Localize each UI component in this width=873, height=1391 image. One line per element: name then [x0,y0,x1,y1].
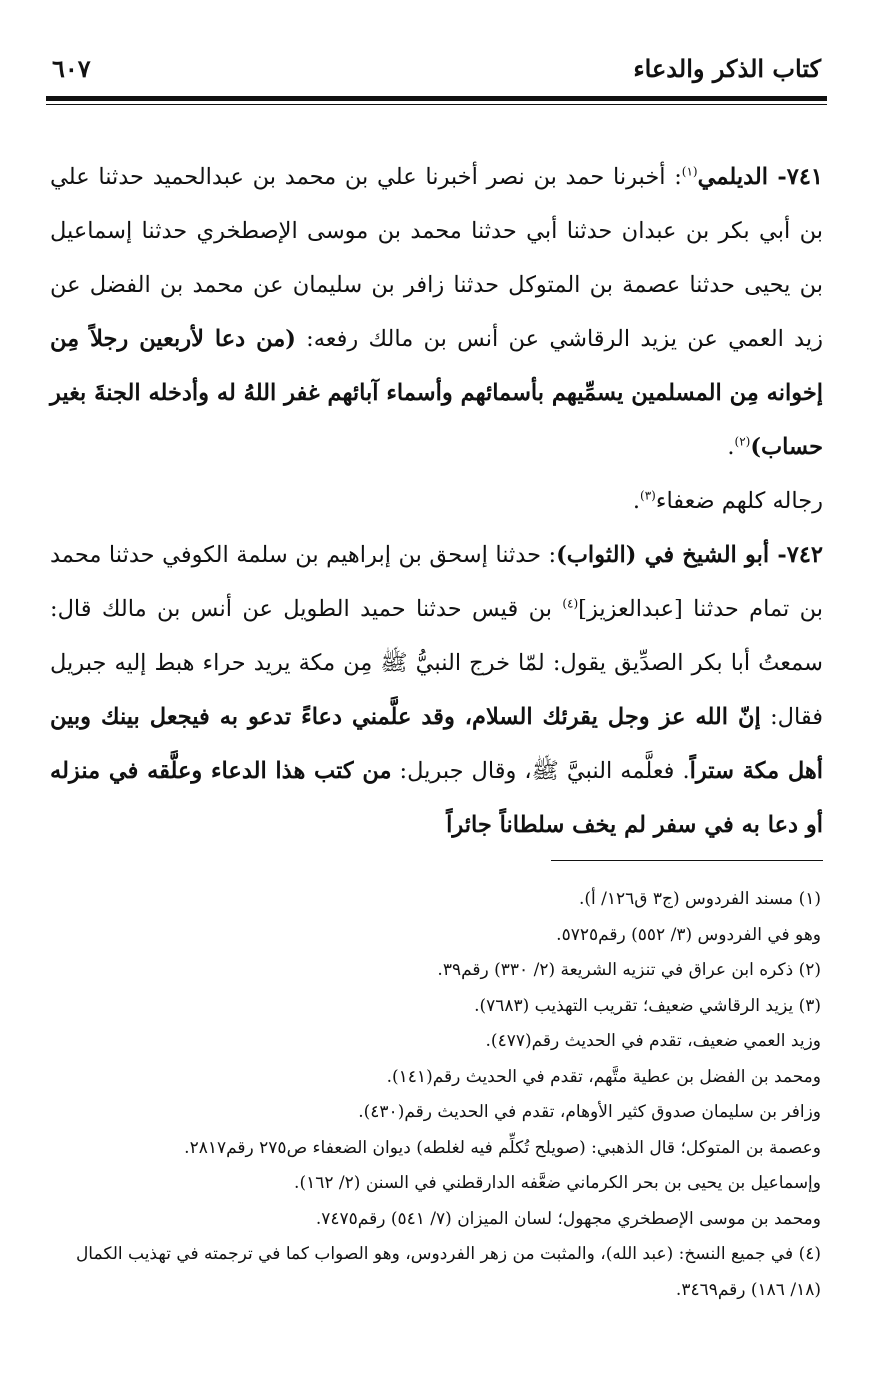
hadith-text: . فعلَّمه النبيَّ ﷺ، وقال جبريل: [391,758,690,784]
hadith-chain-cont: بن قيس حدثنا حميد الطويل عن أنس بن مالك قال: سمعتُ أبا بكر الصدِّيق يقول: لمّا خرج النبيُّ ﷺ مِن مكة يريد حراء هبط إليه جبريل فقال: [50,596,823,730]
header-rule-thick [46,96,827,101]
footnotes [52,882,821,1308]
footnote-ref: (٣) [640,488,656,503]
footnote-line: ومحمد بن الفضل بن عطية متَّهم، تقدم في الحديث رقم(١٤١). [386,1066,821,1087]
footnote-line: وزيد العمي ضعيف، تقدم في الحديث رقم(٤٧٧). [485,1031,821,1051]
footnote-line: وزافر بن سليمان صدوق كثير الأوهام، تقدم في الحديث رقم(٤٣٠). [358,1102,821,1122]
footnote-line: ومحمد بن موسى الإصطخري مجهول؛ لسان الميزان (٧/ ٥٤١) رقم٧٤٧٥. [315,1208,821,1229]
hadith-chain: : أخبرنا حمد بن نصر أخبرنا علي بن محمد بن عبدالحميد حدثنا علي بن أبي بكر بن عبدان حدثنا أبي حدثنا محمد بن موسى الإصطخري حدثنا إسماعيل بن يحيى حدثنا عصمة بن المتوكل حدثنا زافر بن سليمان عن محمد بن الفضل عن زيد العمي عن يزيد الرقاشي عن أنس بن مالك رفعه: [50,164,823,352]
hadith-741 [50,150,823,474]
hadith-matn: (من دعا لأربعين رجلاً مِن إخوانه مِن المسلمين يسمِّيهم بأسمائهم وأسماء آبائهم غفر اللهُ له وأدخله الجنةَ بغير حساب) [50,326,823,460]
footnote-line: (٢) ذكره ابن عراق في تنزيه الشريعة (٢/ ٣٣٠) رقم٣٩. [437,960,821,980]
punctuation: . [632,488,641,514]
footnote-ref: (٤) [562,596,579,611]
punctuation: . [727,434,735,460]
running-header [52,48,821,88]
footnote-line: وإسماعيل بن يحيى بن بحر الكرماني ضعَّفه الدارقطني في السنن (٢/ ١٦٢). [294,1173,821,1193]
hadith-source: الديلمي [697,164,768,190]
hadith-number: ٧٤٢- [769,542,823,568]
chapter-title: كتاب الذكر والدعاء [633,54,821,83]
footnote-line: (١٨/ ١٨٦) رقم٣٤٦٩. [675,1279,821,1300]
page-number: ٦٠٧ [52,54,91,83]
hadith-matn: إنّ الله عز وجل يقرئك السلام، وقد علَّمني دعاءً تدعو به فيجعل بينك وبين أهل مكة ستراً [50,704,824,784]
hadith-742 [50,528,823,852]
main-text [50,150,823,852]
footnote-ref: (٢) [734,434,751,449]
footnote-separator [551,860,823,861]
hadith-chain: : حدثنا إسحق بن إبراهيم بن سلمة الكوفي حدثنا محمد بن تمام حدثنا [عبدالعزيز] [50,542,823,622]
footnote-line: وهو في الفردوس (٣/ ٥٥٢) رقم٥٧٢٥. [556,924,821,945]
hadith-number: ٧٤١- [768,164,824,190]
grading-text: رجاله كلهم ضعفاء [655,488,823,514]
footnote-line: وعصمة بن المتوكل؛ قال الذهبي: (صويلح تُكلِّم فيه لغلطه) ديوان الضعفاء ص٢٧٥ رقم٢٨١٧. [184,1137,821,1158]
hadith-matn: من كتب هذا الدعاء وعلَّقه في منزله أو دعا به في سفر لم يخف سلطاناً جائراً [50,758,823,838]
header-rule-thin [46,104,827,105]
footnote-line: (٣) يزيد الرقاشي ضعيف؛ تقريب التهذيب (٧٦٨٣). [474,995,821,1016]
grading-note [50,474,823,528]
hadith-source: أبو الشيخ في (الثواب) [556,542,770,568]
footnote-line: (١) مسند الفردوس (ج٣ ق١٢٦/ أ). [578,889,821,909]
footnote-ref: (١) [681,164,698,179]
footnote-line: (٤) في جميع النسخ: (عبد الله)، والمثبت من زهر الفردوس، وهو الصواب كما في ترجمته في تهذيب الكمال [75,1244,821,1264]
